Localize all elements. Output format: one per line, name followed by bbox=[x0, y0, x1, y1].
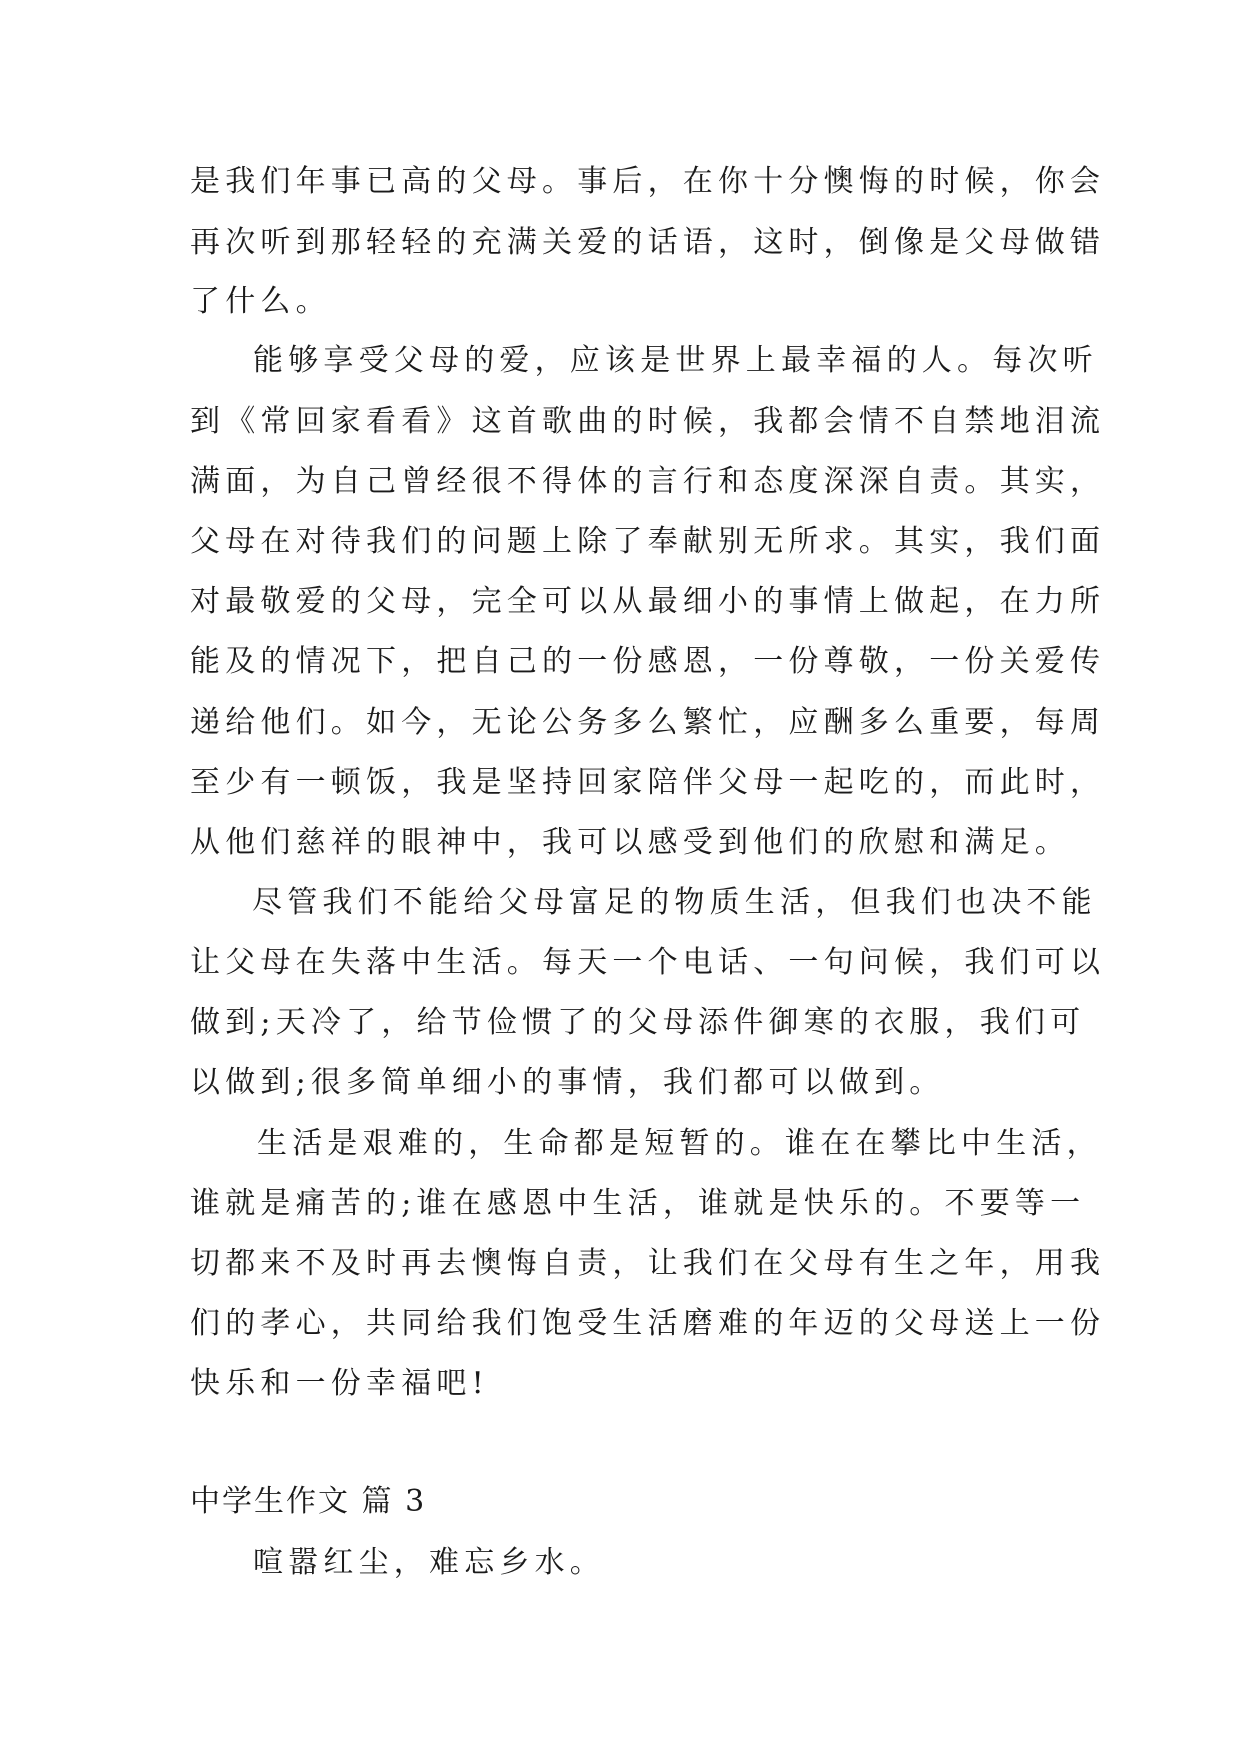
paragraph-3-line-1: 尽管我们不能给父母富足的物质生活，但我们也决不能 bbox=[252, 885, 1097, 920]
paragraph-4-line-2: 谁就是痛苦的;谁在感恩中生活，谁就是快乐的。不要等一 bbox=[190, 1186, 1086, 1221]
paragraph-2-line-9: 从他们慈祥的眼神中，我可以感受到他们的欣慰和满足。 bbox=[190, 825, 1070, 860]
paragraph-1-line-1: 是我们年事已高的父母。事后，在你十分懊悔的时候，你会 bbox=[190, 164, 1106, 199]
paragraph-3-line-2: 让父母在失落中生活。每天一个电话、一句问候，我们可以 bbox=[190, 945, 1106, 980]
paragraph-2-line-1: 能够享受父母的爱，应该是世界上最幸福的人。每次听 bbox=[253, 343, 1098, 378]
paragraph-4-line-1: 生活是艰难的，生命都是短暂的。谁在在攀比中生活， bbox=[257, 1126, 1102, 1161]
paragraph-1-line-3: 了什么。 bbox=[190, 284, 331, 319]
paragraph-2-line-5: 对最敬爱的父母，完全可以从最细小的事情上做起，在力所 bbox=[190, 584, 1106, 619]
paragraph-4-line-4: 们的孝心，共同给我们饱受生活磨难的年迈的父母送上一份 bbox=[190, 1306, 1106, 1341]
section-heading: 中学生作文 篇 3 bbox=[190, 1484, 427, 1519]
paragraph-3-line-3: 做到;天冷了，给节俭惯了的父母添件御寒的衣服，我们可 bbox=[190, 1005, 1086, 1040]
paragraph-2-line-3: 满面，为自己曾经很不得体的言行和态度深深自责。其实， bbox=[190, 464, 1106, 499]
paragraph-1-line-2: 再次听到那轻轻的充满关爱的话语，这时，倒像是父母做错 bbox=[190, 225, 1106, 260]
paragraph-3-line-4: 以做到;很多简单细小的事情，我们都可以做到。 bbox=[190, 1065, 945, 1100]
paragraph-2-line-8: 至少有一顿饭，我是坚持回家陪伴父母一起吃的，而此时， bbox=[190, 765, 1106, 800]
paragraph-2-line-7: 递给他们。如今，无论公务多么繁忙，应酬多么重要，每周 bbox=[190, 705, 1106, 740]
paragraph-2-line-2: 到《常回家看看》这首歌曲的时候，我都会情不自禁地泪流 bbox=[190, 404, 1106, 439]
paragraph-4-line-5: 快乐和一份幸福吧! bbox=[190, 1366, 489, 1401]
paragraph-2-line-4: 父母在对待我们的问题上除了奉献别无所求。其实，我们面 bbox=[190, 524, 1106, 559]
paragraph-4-line-3: 切都来不及时再去懊悔自责，让我们在父母有生之年，用我 bbox=[190, 1246, 1106, 1281]
paragraph-5-line-1: 喧嚣红尘，难忘乡水。 bbox=[253, 1545, 605, 1580]
paragraph-2-line-6: 能及的情况下，把自己的一份感恩，一份尊敬，一份关爱传 bbox=[190, 644, 1106, 679]
